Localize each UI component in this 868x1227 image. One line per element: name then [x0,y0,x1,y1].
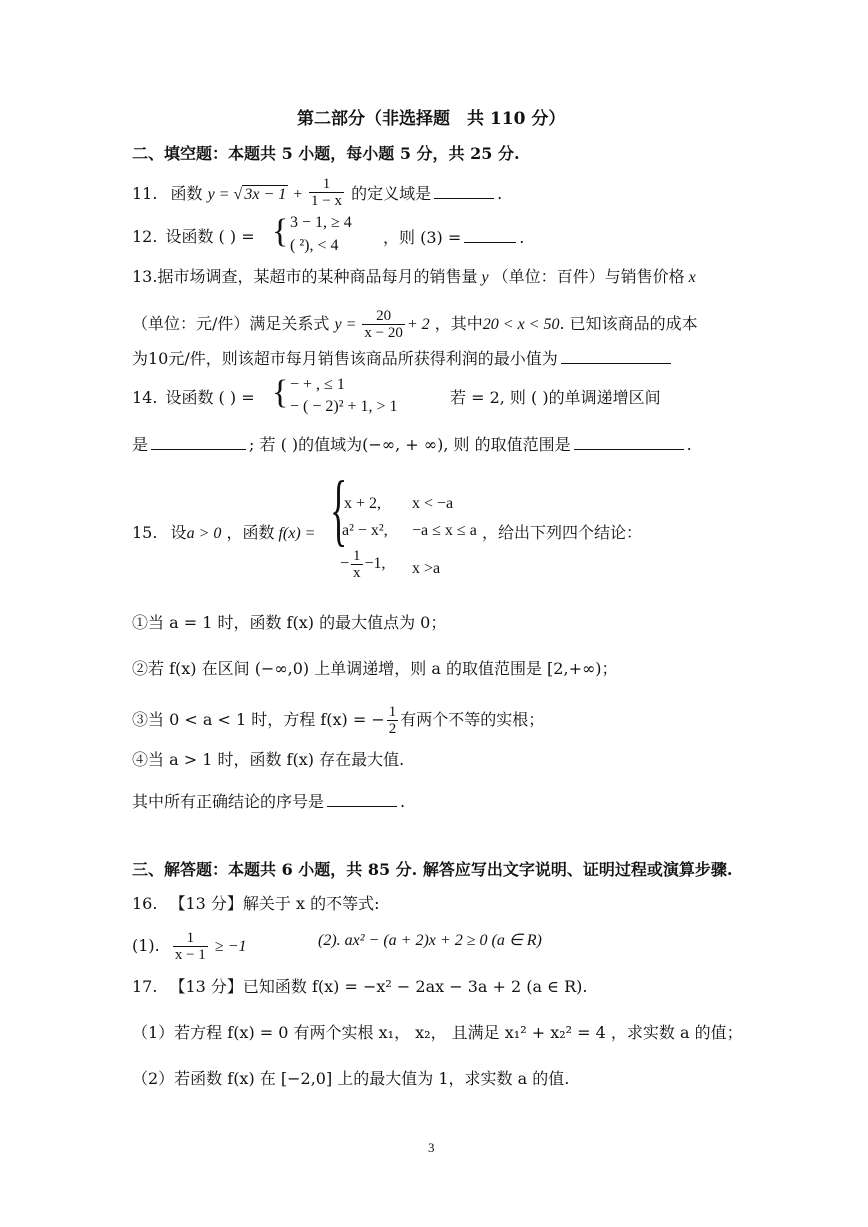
q15-statement-4: ④当 a > 1 时，函数 f(x) 存在最大值. [132,750,405,769]
q15-case-1-cond: x < −a [412,495,454,512]
q12-case-1: 3 − 1, ≥ 4 [290,214,352,231]
page-number: 3 [428,1140,435,1155]
question-13-line-3: 为10元/件，则该超市每月销售该商品所获得利润的最小值为 [132,347,674,370]
q15-case-2-expr: a² − x², [342,522,388,539]
brace-14: { [272,374,289,411]
question-13-line-1: 13.据市场调查，某超市的某种商品每月的销售量 y （单位：百件）与销售价格 x [132,267,696,286]
q15-statement-1: ①当 a = 1 时，函数 f(x) 的最大值点为 0； [132,613,447,632]
question-16: 16. 【13 分】解关于 x 的不等式: [132,894,380,913]
q15-case-2-cond: −a ≤ x ≤ a [412,522,477,539]
question-16-part-2: (2). ax² − (a + 2)x + 2 ≥ 0 (a ∈ R) [318,932,542,949]
question-12: 12. 设函数 ( ) = [132,227,255,246]
q15-case-1-expr: x + 2, [344,495,382,512]
part-title: 第二部分（非选择题 共 110 分） [297,109,566,129]
question-11: 11. 函数 y = √ 3x − 1 + $\frac{1}{1 - x}$ 的定义域是 . [132,176,503,209]
question-16-parts: (1). $\frac{1}{x - 1}$ ≥ −1 [132,930,247,963]
question-17: 17. 【13 分】已知函数 f(x) = −x² − 2ax − 3a + 2 (a ∈ R). [132,977,588,996]
section-3-heading: 三、解答题：本题共 6 小题，共 85 分. 解答应写出文字说明、证明过程或演算步骤. [132,860,733,879]
brace-12: { [272,213,289,250]
q15-case-3-expr: − $\frac{1}{x}$ −1, [340,548,386,581]
question-14-line-2: 是 ; 若 ( )的值域为(−∞, + ∞), 则 的取值范围是 . [132,435,692,454]
brace-15: { [330,466,348,554]
q14-tail: 若 = 2, 则 ( )的单调递增区间 [450,388,661,407]
q15-statement-3: ③当 0 < a < 1 时，方程 f(x) = − $\frac{1}{2}$ 有两个不等的实根； [132,704,545,737]
question-17-part-1: （1）若方程 f(x) = 0 有两个实根 x₁， x₂， 且满足 x₁² + x₂² = 4 ，求实数 a 的值； [132,1023,743,1042]
q14-case-1: − + , ≤ 1 [290,376,345,393]
q15-tail: ，给出下列四个结论： [482,523,643,542]
q12-tail: ，则 (3) = . [383,228,525,247]
q15-statement-2: ②若 f(x) 在区间 (−∞,0) 上单调递增，则 a 的取值范围是 [2,+∞)； [132,659,618,678]
question-14: 14. 设函数 ( ) = [132,388,255,407]
section-2-heading: 二、填空题：本题共 5 小题，每小题 5 分，共 25 分. [132,144,520,163]
question-15: 15. 设a > 0 ，函数 f(x) = [132,523,316,542]
q15-case-3-cond: x >a [412,560,441,577]
question-17-part-2: （2）若函数 f(x) 在 [−2,0] 上的最大值为 1，求实数 a 的值. [132,1069,570,1088]
question-13-line-2: （单位：元/件）满足关系式 y = $\frac{20}{x - 20}$ + 2 ，其中20 < x < 50. 已知该商品的成本 [132,308,698,341]
q14-case-2: − ( − 2)² + 1, > 1 [290,398,398,415]
q12-case-2: ( ²), < 4 [290,237,339,254]
q15-answer-line: 其中所有正确结论的序号是 . [132,792,406,811]
